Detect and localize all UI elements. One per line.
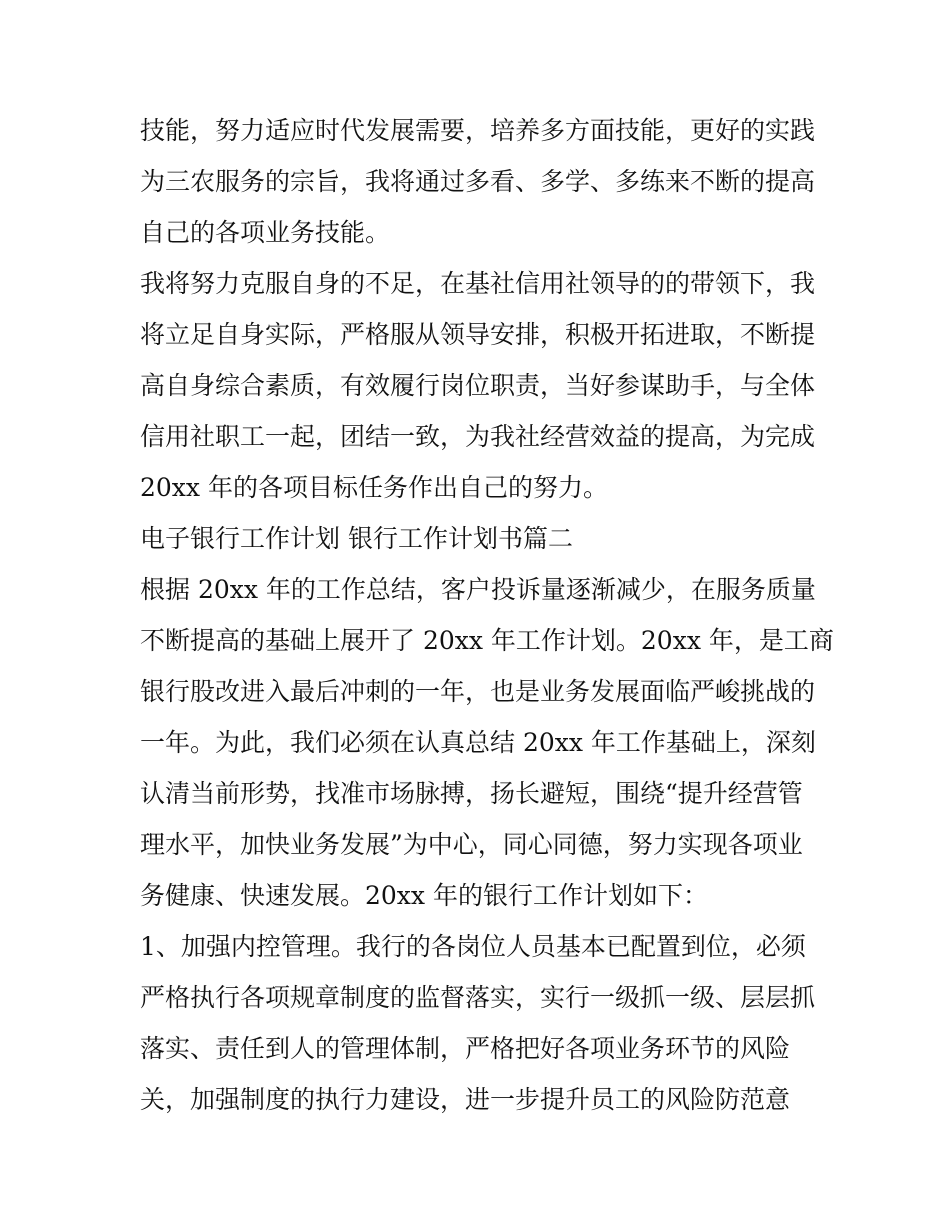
text-line: 根据 20xx 年的工作总结，客户投诉量逐渐减少，在服务质量 [140,575,816,604]
text-line: 自己的各项业务技能。 [140,218,391,247]
text-line: 我将努力克服自身的不足，在基社信用社领导的的带领下，我 [140,269,816,298]
section-heading [140,513,820,564]
paragraph-summary [140,564,834,921]
text-line: 技能，努力适应时代发展需要，培养多方面技能，更好的实践 [140,116,816,145]
paragraph-item-1 [140,921,820,1125]
text-line: 关，加强制度的执行力建设，进一步提升员工的风险防范意 [140,1085,791,1114]
paragraph-skills [140,105,820,258]
text-line: 理水平，加快业务发展”为中心，同心同德，努力实现各项业 [140,830,803,859]
text-line: 20xx 年的各项目标任务作出自己的努力。 [140,473,608,502]
text-line: 务健康、快速发展。20xx 年的银行工作计划如下： [140,881,708,910]
paragraph-commitment [140,258,820,513]
document-body [140,105,834,1125]
text-line: 信用社职工一起，团结一致，为我社经营效益的提高，为完成 [140,422,816,451]
text-line: 1、加强内控管理。我行的各岗位人员基本已配置到位，必须 [140,932,806,961]
heading-line: 电子银行工作计划 银行工作计划书篇二 [140,524,573,553]
text-line: 不断提高的基础上展开了 20xx 年工作计划。20xx 年，是工商 [140,626,834,655]
text-line: 高自身综合素质，有效履行岗位职责，当好参谋助手，与全体 [140,371,816,400]
text-line: 一年。为此，我们必须在认真总结 20xx 年工作基础上，深刻 [140,728,816,757]
text-line: 为三农服务的宗旨，我将通过多看、多学、多练来不断的提高 [140,167,816,196]
text-line: 认清当前形势，找准市场脉搏，扬长避短，围绕“提升经营管 [140,779,803,808]
text-line: 银行股改进入最后冲刺的一年，也是业务发展面临严峻挑战的 [140,677,816,706]
text-line: 落实、责任到人的管理体制，严格把好各项业务环节的风险 [140,1034,791,1063]
text-line: 严格执行各项规章制度的监督落实，实行一级抓一级、层层抓 [140,983,816,1012]
text-line: 将立足自身实际，严格服从领导安排，积极开拓进取，不断提 [140,320,816,349]
